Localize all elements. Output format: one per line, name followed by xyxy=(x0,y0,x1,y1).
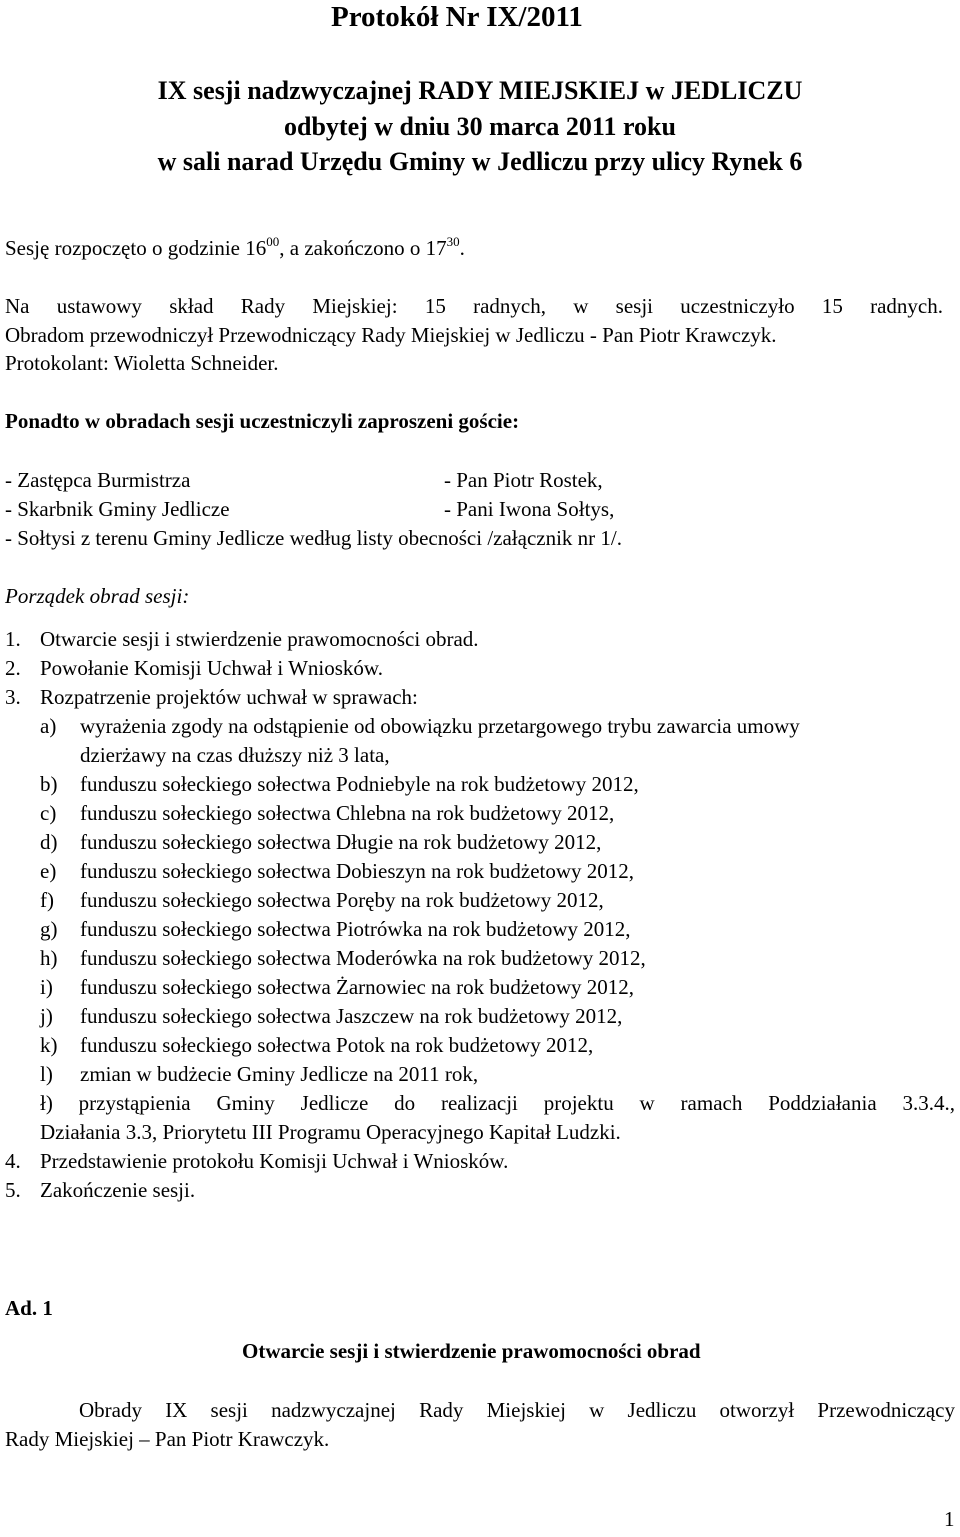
agenda-subitem-text: funduszu sołeckiego sołectwa Piotrówka na rok budżetowy 2012, xyxy=(80,917,631,941)
agenda-subitem xyxy=(40,799,614,828)
agenda-item-text: Przedstawienie protokołu Komisji Uchwał i Wniosków. xyxy=(40,1149,509,1173)
agenda-subitem xyxy=(40,915,631,944)
agenda-subitem-text: funduszu sołeckiego sołectwa Podniebyle na rok budżetowy 2012, xyxy=(80,772,639,796)
agenda-item xyxy=(5,1147,508,1176)
agenda-item-number: 2. xyxy=(5,656,21,680)
agenda-subitem-letter: g) xyxy=(40,917,58,941)
section-paragraph-line2: Rady Miejskiej – Pan Piotr Krawczyk. xyxy=(5,1427,330,1451)
agenda-item xyxy=(5,625,479,654)
agenda-subitem xyxy=(40,1002,622,1031)
agenda-subitem-text: zmian w budżecie Gminy Jedlicze na 2011 rok, xyxy=(80,1062,479,1086)
chair-info: Obradom przewodniczył Przewodniczący Rady Miejskiej w Jedliczu - Pan Piotr Krawczyk. xyxy=(5,323,777,347)
agenda-subitem xyxy=(40,1031,593,1060)
agenda-subitem-continuation: dzierżawy na czas dłuższy niż 3 lata, xyxy=(80,743,390,767)
guest-role: - Zastępca Burmistrza xyxy=(5,468,191,492)
agenda-subitem-text: funduszu sołeckiego sołectwa Długie na rok budżetowy 2012, xyxy=(80,830,602,854)
guest-role: - Skarbnik Gminy Jedlicze xyxy=(5,497,230,521)
agenda-subitem-l2: ł) przystąpienia Gminy Jedlicze do realizacji projektu w ramach Poddziałania 3.3.4., xyxy=(40,1091,955,1115)
agenda-subitem-letter: c) xyxy=(40,801,57,825)
agenda-subitem xyxy=(40,1060,478,1089)
agenda-subitem-letter: l) xyxy=(40,1062,53,1086)
agenda-subitem-text: funduszu sołeckiego sołectwa Poręby na rok budżetowy 2012, xyxy=(80,888,604,912)
agenda-subitem-text: wyrażenia zgody na odstąpienie od obowiązku przetargowego trybu zawarcia umowy xyxy=(80,714,800,738)
agenda-item xyxy=(5,654,383,683)
section-paragraph-line1: Obrady IX sesji nadzwyczajnej Rady Miejskiej w Jedliczu otworzył Przewodniczący xyxy=(79,1398,955,1422)
agenda-item-number: 1. xyxy=(5,627,21,651)
agenda-subitem-letter: i) xyxy=(40,975,53,999)
agenda-subitem-l2-continuation: Działania 3.3, Priorytetu III Programu Operacyjnego Kapitał Ludzki. xyxy=(40,1120,621,1144)
agenda-subitem xyxy=(40,712,800,741)
section-label: Ad. 1 xyxy=(5,1296,53,1320)
agenda-subitem-text: funduszu sołeckiego sołectwa Potok na rok budżetowy 2012, xyxy=(80,1033,594,1057)
agenda-item-text: Otwarcie sesji i stwierdzenie prawomocności obrad. xyxy=(40,627,479,651)
session-date: odbytej w dniu 30 marca 2011 roku xyxy=(284,112,676,141)
agenda-subitem xyxy=(40,770,639,799)
agenda-subitem-letter: b) xyxy=(40,772,58,796)
agenda-item-text: Powołanie Komisji Uchwał i Wniosków. xyxy=(40,656,383,680)
agenda-subitem-letter: d) xyxy=(40,830,58,854)
agenda-item-number: 4. xyxy=(5,1149,21,1173)
agenda-subitem-letter: j) xyxy=(40,1004,53,1028)
section-heading: Otwarcie sesji i stwierdzenie prawomocności obrad xyxy=(242,1339,701,1363)
agenda-subitem xyxy=(40,973,634,1002)
page-number: 1 xyxy=(944,1507,955,1531)
recorder-info: Protokolant: Wioletta Schneider. xyxy=(5,351,279,375)
agenda-heading: Porządek obrad sesji: xyxy=(5,584,190,608)
start-time-minutes: 00 xyxy=(266,234,280,249)
agenda-item-number: 5. xyxy=(5,1178,21,1202)
agenda-subitem-letter: f) xyxy=(40,888,54,912)
guests-heading: Ponadto w obradach sesji uczestniczyli zaproszeni goście: xyxy=(5,409,520,433)
guest-name: - Pani Iwona Sołtys, xyxy=(444,497,615,521)
agenda-item-text: Rozpatrzenie projektów uchwał w sprawach: xyxy=(40,685,418,709)
end-time-minutes: 30 xyxy=(446,234,460,249)
agenda-subitem xyxy=(40,944,646,973)
agenda-subitem-text: funduszu sołeckiego sołectwa Moderówka na rok budżetowy 2012, xyxy=(80,946,646,970)
end-time-tail: . xyxy=(459,236,465,260)
guest-village-heads: - Sołtysi z terenu Gminy Jedlicze według listy obecności /załącznik nr 1/. xyxy=(5,526,622,550)
agenda-subitem xyxy=(40,828,601,857)
agenda-subitem-text: funduszu sołeckiego sołectwa Żarnowiec na rok budżetowy 2012, xyxy=(80,975,634,999)
session-times xyxy=(5,234,465,263)
document-title: Protokół Nr IX/2011 xyxy=(331,1,583,33)
agenda-subitem-text: funduszu sołeckiego sołectwa Jaszczew na rok budżetowy 2012, xyxy=(80,1004,623,1028)
guest-name: - Pan Piotr Rostek, xyxy=(444,468,603,492)
start-time-text: Sesję rozpoczęto o godzinie 16 xyxy=(5,236,267,260)
agenda-item-number: 3. xyxy=(5,685,21,709)
agenda-subitem xyxy=(40,857,634,886)
agenda-item xyxy=(5,683,418,712)
session-venue: w sali narad Urzędu Gminy w Jedliczu przy ulicy Rynek 6 xyxy=(157,147,803,176)
agenda-subitem-letter: a) xyxy=(40,714,57,738)
agenda-subitem-letter: k) xyxy=(40,1033,58,1057)
council-composition: Na ustawowy skład Rady Miejskiej: 15 radnych, w sesji uczestniczyło 15 radnych. xyxy=(5,294,943,318)
session-title: IX sesji nadzwyczajnej RADY MIEJSKIEJ w JEDLICZU xyxy=(157,76,803,105)
end-time-text: , a zakończono o 17 xyxy=(279,236,447,260)
agenda-subitem-text: funduszu sołeckiego sołectwa Dobieszyn na rok budżetowy 2012, xyxy=(80,859,635,883)
agenda-subitem-text: funduszu sołeckiego sołectwa Chlebna na rok budżetowy 2012, xyxy=(80,801,615,825)
agenda-subitem xyxy=(40,886,604,915)
agenda-subitem-letter: e) xyxy=(40,859,57,883)
agenda-subitem-letter: h) xyxy=(40,946,58,970)
agenda-item-text: Zakończenie sesji. xyxy=(40,1178,196,1202)
agenda-item xyxy=(5,1176,195,1205)
